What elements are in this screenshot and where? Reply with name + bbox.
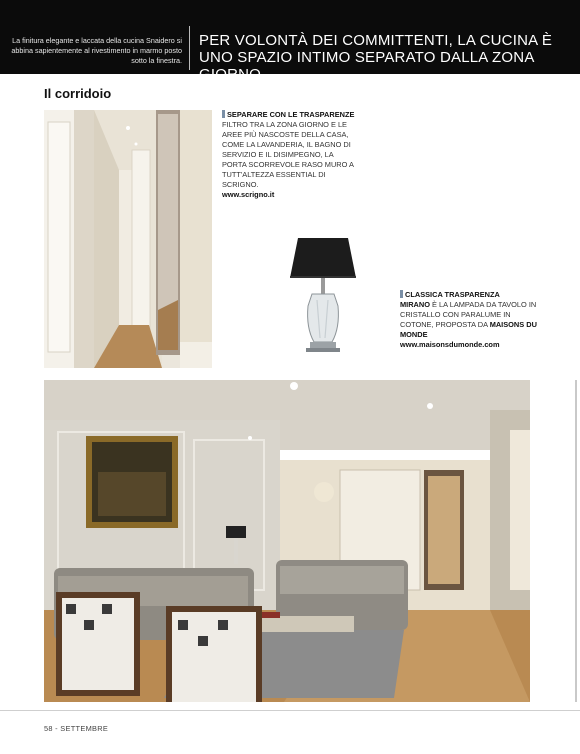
footer-rule xyxy=(0,710,580,711)
lamp-photo xyxy=(284,228,362,358)
note-marker xyxy=(222,110,225,118)
note-marker xyxy=(400,290,403,298)
note2-title: CLASSICA TRASPARENZA xyxy=(405,290,500,299)
note-sliding-door xyxy=(222,110,358,200)
header-divider xyxy=(189,26,190,70)
note1-url[interactable]: www.scrigno.it xyxy=(222,190,275,199)
section-title: Il corridoio xyxy=(44,86,112,101)
note1-title: SEPARARE CON LE TRASPARENZE xyxy=(227,110,355,119)
note2-brand: MAISONS DU MONDE xyxy=(400,320,537,339)
kitchen-caption: La finitura elegante e laccata della cucina Snaidero si abbina sapientemente al rivestimento in marmo posto sotto la finestra. xyxy=(11,36,182,65)
note2-url[interactable]: www.maisonsdumonde.com xyxy=(400,340,500,349)
note1-body: FILTRO TRA LA ZONA GIORNO E LE AREE PIÙ NASCOSTE DELLA CASA, COME LA LAVANDERIA, IL BAGNO DI SERVIZIO E IL DISIMPEGNO, LA PORTA SCORREVOLE RASO MURO A TUTT'ALTEZZA ESSENTIAL DI SCRIGNO. xyxy=(222,120,354,189)
note-lamp xyxy=(400,290,540,350)
note2-product: MIRANO xyxy=(400,300,430,309)
page-footer: 58 - SETTEMBRE xyxy=(44,724,109,733)
corridor-photo xyxy=(44,110,212,368)
headline: PER VOLONTÀ DEI COMMITTENTI, LA CUCINA È UNO SPAZIO INTIMO SEPARATO DALLA ZONA GIORNO xyxy=(199,32,553,83)
note2-body: È LA LAMPADA DA TAVOLO IN CRISTALLO CON PARALUME IN COTONE, PROPOSTA DA xyxy=(400,300,537,329)
living-room-photo xyxy=(44,380,530,702)
page-edge-rule xyxy=(575,380,577,702)
